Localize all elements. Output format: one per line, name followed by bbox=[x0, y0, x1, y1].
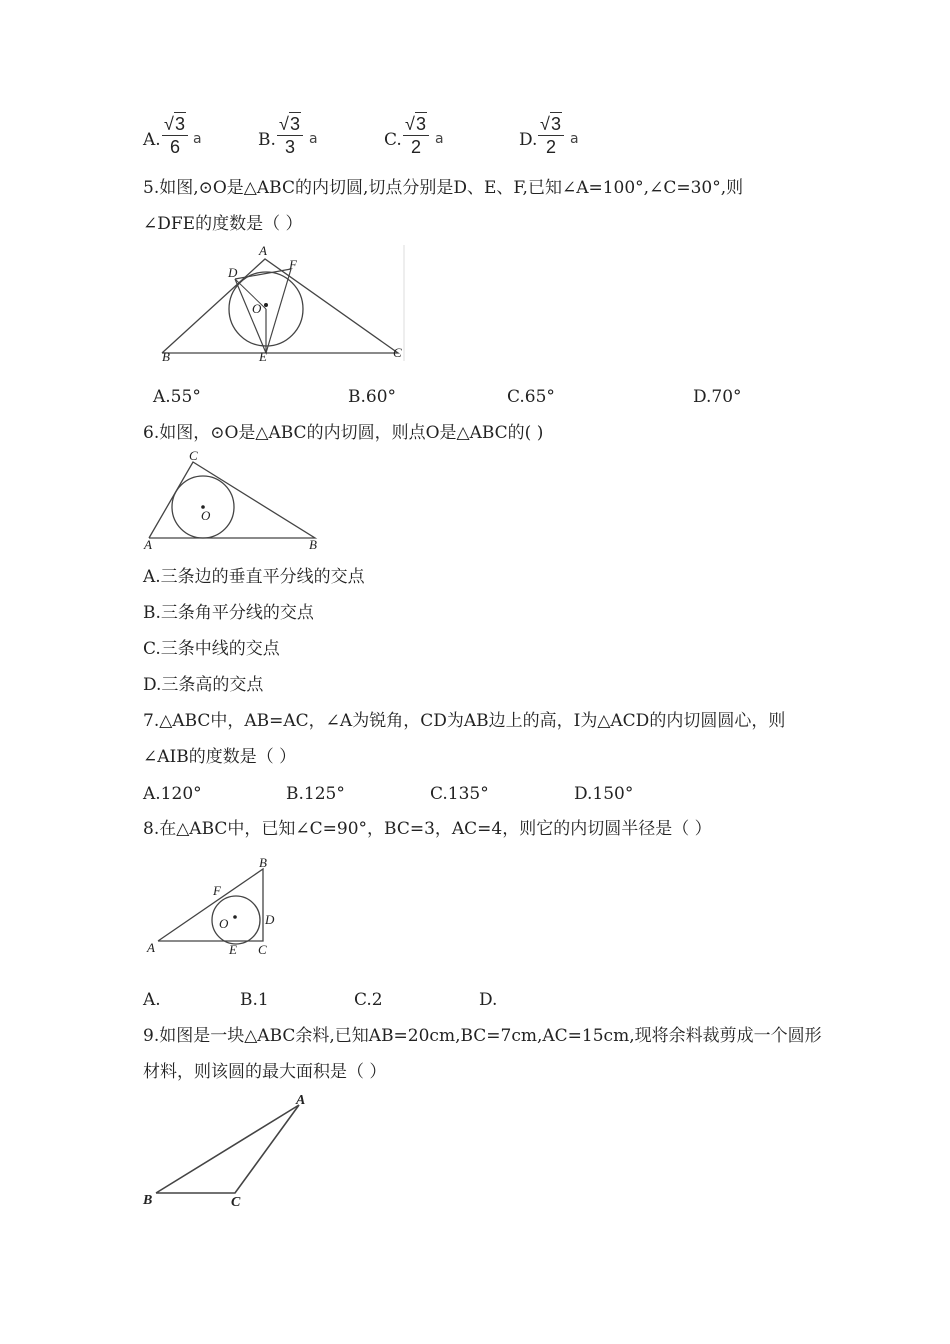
q7-question-line1: 7.△ABC中，AB=AC，∠A为锐角，CD为AB边上的高，I为△ACD的内切圆圆心，则 bbox=[143, 711, 786, 731]
q8-option-c[interactable]: C.2 bbox=[354, 990, 383, 1010]
q8-label-e: E bbox=[229, 942, 237, 957]
q8-label-d: D bbox=[265, 912, 275, 927]
q7-question-line2: ∠AIB的度数是（ ） bbox=[143, 747, 297, 767]
q6-label-b: B bbox=[309, 537, 317, 552]
q8-option-a[interactable]: A. bbox=[143, 990, 161, 1010]
q5-option-c[interactable]: C.65° bbox=[507, 387, 555, 407]
q6-figure bbox=[140, 450, 325, 552]
q7-option-b[interactable]: B.125° bbox=[286, 784, 345, 804]
q6-label-c: C bbox=[189, 450, 198, 463]
q4-option-c-fraction: √3 2 bbox=[401, 112, 431, 158]
q9-figure bbox=[140, 1088, 315, 1213]
q5-label-a: A bbox=[259, 243, 267, 258]
q6-question-line1: 6.如图，⊙O是△ABC的内切圆，则点O是△ABC的( ) bbox=[143, 423, 544, 443]
q6-label-a: A bbox=[144, 537, 152, 552]
q8-figure bbox=[140, 852, 280, 962]
q5-question-line1: 5.如图,⊙O是△ABC的内切圆,切点分别是D、E、F,已知∠A=100°,∠C=30°,则 bbox=[143, 178, 744, 198]
q8-label-f: F bbox=[213, 883, 221, 898]
q5-label-d: D bbox=[228, 265, 238, 280]
q7-option-d[interactable]: D.150° bbox=[574, 784, 634, 804]
q8-label-c: C bbox=[258, 942, 267, 957]
q5-option-d[interactable]: D.70° bbox=[693, 387, 742, 407]
q6-option-c[interactable]: C.三条中线的交点 bbox=[143, 639, 280, 659]
q6-option-b[interactable]: B.三条角平分线的交点 bbox=[143, 603, 314, 623]
q9-label-a: A bbox=[296, 1093, 306, 1108]
q4-option-b-fraction: √3 3 bbox=[275, 112, 305, 158]
q9-label-c: C bbox=[231, 1195, 241, 1210]
q8-option-d[interactable]: D. bbox=[479, 990, 498, 1010]
q5-question-line2: ∠DFE的度数是（ ） bbox=[143, 214, 303, 234]
q8-option-b[interactable]: B.1 bbox=[240, 990, 269, 1010]
q5-label-f: F bbox=[289, 257, 297, 272]
q6-label-o: O bbox=[201, 508, 211, 523]
q4-option-a-letter[interactable]: A. bbox=[143, 130, 161, 150]
q8-label-o: O bbox=[219, 916, 229, 931]
q5-label-o: O bbox=[252, 301, 262, 316]
q7-option-c[interactable]: C.135° bbox=[430, 784, 489, 804]
q5-option-a[interactable]: A.55° bbox=[153, 387, 201, 407]
q9-question-line2: 材料，则该圆的最大面积是（ ） bbox=[143, 1062, 387, 1082]
q5-figure bbox=[155, 243, 410, 365]
q9-question-line1: 9.如图是一块△ABC余料,已知AB=20cm,BC=7cm,AC=15cm,现将余料裁剪成一个圆形 bbox=[143, 1026, 822, 1046]
q4-option-d-fraction: √3 2 bbox=[536, 112, 566, 158]
q4-option-d-letter[interactable]: D. bbox=[519, 130, 538, 150]
q8-label-a: A bbox=[147, 940, 155, 955]
q7-option-a[interactable]: A.120° bbox=[143, 784, 202, 804]
q8-label-b: B bbox=[259, 855, 267, 870]
q6-option-a[interactable]: A.三条边的垂直平分线的交点 bbox=[143, 567, 365, 587]
q5-label-b: B bbox=[162, 349, 170, 364]
q4-option-a-fraction: √3 6 bbox=[160, 112, 190, 158]
q9-label-b: B bbox=[143, 1193, 153, 1208]
q5-option-b[interactable]: B.60° bbox=[348, 387, 397, 407]
q4-option-b-letter[interactable]: B. bbox=[258, 130, 276, 150]
q5-label-c: C bbox=[393, 345, 402, 360]
q6-option-d[interactable]: D.三条高的交点 bbox=[143, 675, 264, 695]
q8-question-line1: 8.在△ABC中，已知∠C=90°，BC=3，AC=4，则它的内切圆半径是（ ） bbox=[143, 819, 712, 839]
q4-option-c-letter[interactable]: C. bbox=[384, 130, 402, 150]
q5-label-e: E bbox=[259, 349, 267, 364]
